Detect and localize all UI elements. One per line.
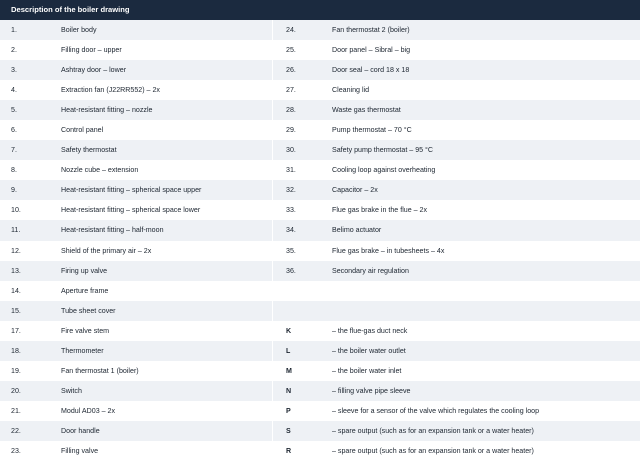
item-number: 14. (11, 286, 21, 295)
table-row (273, 60, 640, 80)
table-row (0, 301, 272, 321)
item-description: Extraction fan (J22RR552) – 2x (61, 86, 160, 95)
item-description: Nozzle cube – extension (61, 166, 139, 175)
item-number: 9. (11, 186, 17, 195)
table-row (273, 281, 640, 301)
item-number: L (286, 346, 291, 355)
table-row (273, 241, 640, 261)
table-row (0, 361, 272, 381)
item-description: Fan thermostat 2 (boiler) (332, 26, 410, 35)
table-row (0, 281, 272, 301)
item-number: 36. (286, 266, 296, 275)
table-row (0, 160, 272, 180)
item-number: 20. (11, 386, 21, 395)
item-number: N (286, 386, 292, 395)
table-row (273, 321, 640, 341)
item-description: Flue gas brake – in tubesheets – 4x (332, 246, 445, 255)
table-row (273, 20, 640, 40)
table-row (273, 441, 640, 461)
item-description: – the flue-gas duct neck (332, 326, 408, 335)
item-description: Door seal – cord 18 x 18 (332, 66, 410, 75)
table-row (0, 200, 272, 220)
table-row (273, 100, 640, 120)
table-row (0, 401, 272, 421)
item-number: 26. (286, 66, 296, 75)
item-number: 28. (286, 106, 296, 115)
item-description: Heat-resistant fitting – spherical space upper (61, 186, 202, 195)
item-description: Modul AD03 – 2x (61, 406, 116, 415)
table-row (0, 381, 272, 401)
table-row (273, 140, 640, 160)
item-number: 6. (11, 126, 17, 135)
item-description: Safety pump thermostat – 95 °C (332, 146, 434, 155)
item-number: 7. (11, 146, 17, 155)
item-description: Control panel (61, 126, 104, 135)
item-description: Filling valve (61, 447, 99, 455)
item-number: 5. (11, 106, 17, 115)
item-description: – sleeve for a sensor of the valve which regulates the cooling loop (332, 406, 540, 415)
item-description: Cleaning lid (332, 86, 370, 95)
table-row (0, 100, 272, 120)
item-description: Ashtray door – lower (61, 66, 127, 75)
table-row (0, 341, 272, 361)
item-description: Heat-resistant fitting – half-moon (61, 226, 164, 235)
item-description: Waste gas thermostat (332, 106, 401, 115)
item-number: 21. (11, 406, 21, 415)
item-number: 2. (11, 46, 17, 55)
item-number: R (286, 447, 292, 455)
table-row (273, 180, 640, 200)
item-description: – the boiler water outlet (332, 346, 406, 355)
item-description: Heat-resistant fitting – nozzle (61, 106, 153, 115)
item-number: 30. (286, 146, 296, 155)
item-description: Pump thermostat – 70 °C (332, 126, 412, 135)
item-description: Firing up valve (61, 266, 108, 275)
item-description: Belimo actuator (332, 226, 382, 235)
table-row (0, 241, 272, 261)
item-description: Fire valve stem (61, 326, 110, 335)
table-row (0, 20, 272, 40)
item-number: S (286, 426, 291, 435)
table-row (0, 441, 272, 461)
left-column (0, 20, 273, 461)
table-row (0, 120, 272, 140)
item-description: Secondary air regulation (332, 266, 409, 275)
item-number: 23. (11, 447, 21, 455)
item-number: 4. (11, 86, 17, 95)
item-number: 22. (11, 426, 21, 435)
item-description: Cooling loop against overheating (332, 166, 436, 175)
table-row (0, 261, 272, 281)
table-row (273, 80, 640, 100)
table-row (0, 421, 272, 441)
item-number: 29. (286, 126, 296, 135)
item-number: M (286, 366, 292, 375)
item-description: Door handle (61, 426, 100, 435)
table-row (273, 220, 640, 240)
item-number: 19. (11, 366, 21, 375)
table-row (0, 321, 272, 341)
item-number: P (286, 406, 291, 415)
table-row (0, 220, 272, 240)
item-description: Safety thermostat (61, 146, 117, 155)
item-description: Filling door – upper (61, 46, 122, 55)
table-row (273, 160, 640, 180)
item-number: 15. (11, 306, 21, 315)
item-number: K (286, 326, 292, 335)
item-description: Boiler body (61, 26, 97, 35)
table-row (273, 381, 640, 401)
item-number: 11. (11, 226, 21, 235)
table-row (273, 301, 640, 321)
item-number: 24. (286, 26, 296, 35)
item-number: 8. (11, 166, 17, 175)
table-row (0, 180, 272, 200)
table-row (273, 200, 640, 220)
item-number: 18. (11, 346, 21, 355)
item-number: 32. (286, 186, 296, 195)
item-description: Tube sheet cover (61, 306, 116, 315)
item-description: Fan thermostat 1 (boiler) (61, 366, 139, 375)
item-number: 31. (286, 166, 296, 175)
item-description: Aperture frame (61, 286, 109, 295)
item-description: Thermometer (61, 346, 104, 355)
item-number: 34. (286, 226, 296, 235)
table-row (0, 140, 272, 160)
item-description: – the boiler water inlet (332, 366, 402, 375)
table-row (0, 80, 272, 100)
item-number: 27. (286, 86, 296, 95)
table-row (273, 421, 640, 441)
table-row (273, 261, 640, 281)
table-body (0, 20, 640, 461)
item-number: 3. (11, 66, 17, 75)
item-description: – spare output (such as for an expansion tank or a water heater) (332, 447, 534, 455)
table-title: Description of the boiler drawing (0, 0, 640, 20)
table-row (273, 341, 640, 361)
item-description: Heat-resistant fitting – spherical space lower (61, 206, 201, 215)
table-row (273, 361, 640, 381)
item-description: Switch (61, 386, 82, 395)
item-description: – spare output (such as for an expansion tank or a water heater) (332, 426, 534, 435)
table-row (0, 60, 272, 80)
item-number: 13. (11, 266, 21, 275)
table-row (273, 401, 640, 421)
item-number: 10. (11, 206, 21, 215)
table-row (0, 40, 272, 60)
item-description: Flue gas brake in the flue – 2x (332, 206, 428, 215)
item-description: – filling valve pipe sleeve (332, 386, 411, 395)
item-number: 1. (11, 26, 17, 35)
table-row (273, 40, 640, 60)
item-description: Shield of the primary air – 2x (61, 246, 152, 255)
right-column (273, 20, 640, 461)
item-description: Capacitor – 2x (332, 186, 378, 195)
item-number: 25. (286, 46, 296, 55)
item-number: 35. (286, 246, 296, 255)
item-number: 12. (11, 246, 21, 255)
item-number: 33. (286, 206, 296, 215)
item-number: 17. (11, 326, 21, 335)
item-description: Door panel – Sibral – big (332, 46, 411, 55)
table-row (273, 120, 640, 140)
